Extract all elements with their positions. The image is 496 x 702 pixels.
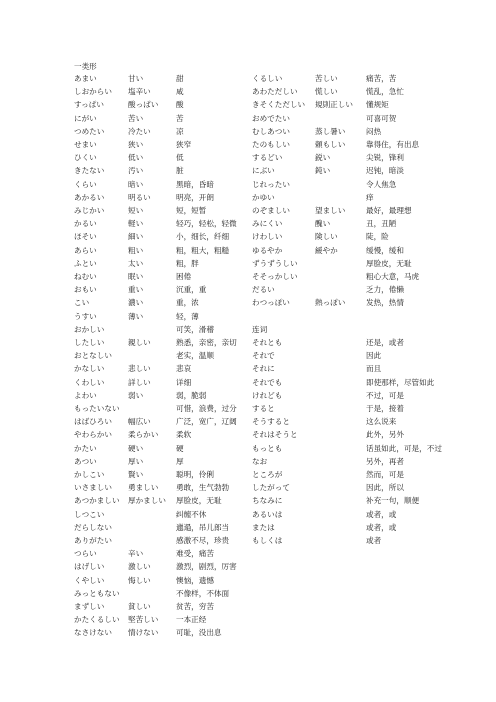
cell-meaning-2: 陡，险 bbox=[366, 232, 389, 242]
cell-kanji: 太い bbox=[128, 258, 144, 268]
cell-meaning: 狭窄 bbox=[176, 140, 192, 149]
cell-reading-2: もしくは bbox=[252, 536, 283, 545]
cell-reading-2: もっとも bbox=[252, 443, 283, 453]
cell-kanji-2: 険しい bbox=[315, 232, 338, 242]
cell-meaning-2: 此外，另外 bbox=[366, 430, 404, 440]
cell-reading: もったいない bbox=[74, 404, 120, 413]
cell-meaning: 苦 bbox=[176, 113, 184, 123]
cell-reading-2: かゆい bbox=[252, 192, 275, 202]
cell-reading-2: むしあつい bbox=[252, 126, 290, 136]
cell-kanji: 悔しい bbox=[128, 575, 151, 585]
cell-meaning: 不像样，不体面 bbox=[176, 588, 230, 598]
cell-reading: なさけない bbox=[74, 628, 112, 638]
cell-kanji: 狭い bbox=[128, 140, 144, 149]
cell-reading-2: あるいは bbox=[252, 509, 283, 519]
cell-reading-2: それで bbox=[252, 351, 275, 361]
table-row bbox=[0, 587, 496, 600]
cell-reading-2: わつっぽい bbox=[252, 298, 290, 308]
cell-meaning-2: 慌乱，急忙 bbox=[366, 87, 404, 97]
table-row bbox=[0, 310, 496, 323]
cell-kanji: 冷たい bbox=[128, 126, 151, 136]
cell-meaning-2: 尖锐，锋利 bbox=[366, 153, 404, 163]
cell-meaning-2: 迟钝，暗淡 bbox=[366, 166, 404, 176]
cell-meaning-2: 丑，丑陋 bbox=[366, 219, 397, 229]
cell-meaning: 厚 bbox=[176, 456, 184, 466]
cell-kanji: 明るい bbox=[128, 192, 151, 202]
table-row bbox=[0, 204, 496, 217]
cell-reading-2: おめでたい bbox=[252, 113, 290, 123]
cell-reading-2: または bbox=[252, 522, 275, 532]
table-row bbox=[0, 112, 496, 125]
table-row bbox=[0, 508, 496, 521]
cell-meaning: 激烈，剧烈，厉害 bbox=[176, 562, 237, 572]
cell-meaning-2: 令人焦急 bbox=[366, 179, 397, 189]
cell-kanji: 弱い bbox=[128, 390, 144, 400]
cell-kanji: 暗い bbox=[128, 179, 144, 189]
cell-kanji: 幅広い bbox=[128, 417, 151, 427]
table-row bbox=[0, 270, 496, 283]
cell-reading: かたい bbox=[74, 443, 97, 453]
table-row bbox=[0, 217, 496, 230]
table-row bbox=[0, 389, 496, 402]
cell-meaning-2: 发热，热情 bbox=[366, 298, 404, 308]
cell-reading: おかしい bbox=[74, 324, 105, 334]
cell-meaning-2: 话虽如此，可是，不过 bbox=[366, 443, 442, 453]
cell-kanji: 汚い bbox=[128, 166, 144, 176]
table-row bbox=[0, 349, 496, 362]
cell-reading-2: あわただしい bbox=[252, 87, 298, 97]
cell-meaning-2: 厚脸皮，无耻 bbox=[366, 258, 412, 268]
cell-meaning-2: 然而，可是 bbox=[366, 470, 404, 479]
cell-meaning: 粗，粗大，粗糙 bbox=[176, 245, 230, 255]
table-row bbox=[0, 376, 496, 389]
table-row bbox=[0, 428, 496, 441]
cell-kanji-2: 苦しい bbox=[315, 74, 338, 83]
cell-kanji-2: 望ましい bbox=[315, 206, 346, 215]
cell-kanji-2: 蒸し暑い bbox=[315, 126, 346, 136]
table-row bbox=[0, 455, 496, 468]
cell-meaning-2: 或者 bbox=[366, 536, 382, 545]
cell-reading-2: のぞましい bbox=[252, 206, 290, 215]
cell-meaning: 低 bbox=[176, 153, 184, 163]
cell-kanji: 細い bbox=[128, 232, 144, 242]
cell-meaning-2: 痒 bbox=[366, 192, 374, 202]
cell-meaning: 可耻，没出息 bbox=[176, 628, 222, 638]
cell-kanji-2: 慌しい bbox=[315, 87, 338, 97]
cell-kanji-2: 頼もしい bbox=[315, 140, 346, 149]
cell-meaning-2: 粗心大意，马虎 bbox=[366, 272, 420, 281]
cell-kanji: 濃い bbox=[128, 298, 144, 308]
cell-reading: くわしい bbox=[74, 377, 105, 387]
table-row bbox=[0, 72, 496, 85]
cell-meaning: 广泛，宽广，辽阔 bbox=[176, 417, 237, 427]
cell-kanji-2: 鋭い bbox=[315, 153, 331, 163]
table-row bbox=[0, 257, 496, 270]
cell-meaning-2: 因此，所以 bbox=[366, 483, 404, 493]
table-row bbox=[0, 244, 496, 257]
table-row bbox=[0, 164, 496, 177]
table-row bbox=[0, 402, 496, 415]
cell-reading-2: それに bbox=[252, 364, 275, 374]
cell-meaning: 脏 bbox=[176, 166, 184, 176]
table-row bbox=[0, 468, 496, 481]
cell-kanji: 詳しい bbox=[128, 377, 151, 387]
cell-meaning: 短，短暂 bbox=[176, 206, 207, 215]
cell-meaning-2: 可喜可贺 bbox=[366, 113, 397, 123]
table-row bbox=[0, 415, 496, 428]
cell-kanji-2: 鈍い bbox=[315, 166, 331, 176]
cell-kanji: 甘い bbox=[128, 74, 144, 83]
cell-kanji: 堅苦しい bbox=[128, 615, 159, 625]
cell-meaning-2: 而且 bbox=[366, 364, 382, 374]
cell-reading-2: たのもしい bbox=[252, 140, 290, 149]
cell-reading: つめたい bbox=[74, 126, 105, 136]
cell-meaning: 轻，薄 bbox=[176, 311, 199, 321]
table-row bbox=[0, 98, 496, 111]
cell-meaning-2: 懂规矩 bbox=[366, 100, 389, 110]
cell-reading: すっぱい bbox=[74, 100, 104, 110]
cell-reading-2: みにくい bbox=[252, 219, 283, 229]
cell-meaning: 重，浓 bbox=[176, 298, 199, 308]
table-row bbox=[0, 626, 496, 639]
cell-kanji: 薄い bbox=[128, 311, 144, 321]
cell-meaning: 悲哀 bbox=[176, 364, 192, 374]
cell-reading: かるい bbox=[74, 219, 97, 229]
cell-reading: みじかい bbox=[74, 206, 105, 215]
cell-meaning: 粗，胖 bbox=[176, 258, 199, 268]
cell-reading-2: けれども bbox=[252, 390, 283, 400]
cell-meaning-2: 痛苦，苦 bbox=[366, 74, 397, 83]
cell-kanji: 賢い bbox=[128, 470, 144, 479]
cell-reading-2: にぶい bbox=[252, 166, 275, 176]
cell-kanji: 苦い bbox=[128, 113, 144, 123]
cell-meaning: 弱，脆弱 bbox=[176, 390, 207, 400]
cell-reading-2: それはそうと bbox=[252, 430, 298, 440]
cell-meaning-2: 靠得住，有出息 bbox=[366, 140, 420, 149]
cell-reading-2: だるい bbox=[252, 285, 275, 295]
cell-reading: しつこい bbox=[74, 509, 105, 519]
cell-reading-2: くるしい bbox=[252, 74, 283, 83]
table-row bbox=[0, 178, 496, 191]
cell-reading-2: それとも bbox=[252, 338, 283, 347]
cell-reading: あらい bbox=[74, 245, 97, 255]
table-row bbox=[0, 442, 496, 455]
table-row bbox=[0, 296, 496, 309]
cell-reading: くらい bbox=[74, 179, 97, 189]
cell-reading: かしこい bbox=[74, 470, 105, 479]
cell-meaning: 老实，温顺 bbox=[176, 351, 214, 361]
cell-reading: せまい bbox=[74, 140, 97, 149]
cell-kanji: 眠い bbox=[128, 272, 144, 281]
cell-kanji: 軽い bbox=[128, 219, 144, 229]
cell-meaning: 熟悉，亲密，亲切 bbox=[176, 338, 237, 347]
cell-meaning: 轻巧，轻松，轻微 bbox=[176, 219, 237, 229]
cell-reading: こい bbox=[74, 298, 90, 308]
cell-meaning: 详细 bbox=[176, 377, 192, 387]
cell-reading: つらい bbox=[74, 549, 97, 559]
cell-meaning-2: 因此 bbox=[366, 351, 382, 361]
cell-meaning: 聪明，伶俐 bbox=[176, 470, 214, 479]
cell-meaning-2: 或者，或 bbox=[366, 509, 397, 519]
cell-reading-2: するどい bbox=[252, 153, 283, 163]
cell-meaning-2: 最好，最理想 bbox=[366, 206, 412, 215]
cell-meaning: 明亮，开朗 bbox=[176, 192, 214, 202]
cell-meaning: 可惜，浪费，过分 bbox=[176, 404, 237, 413]
cell-reading: よわい bbox=[74, 390, 97, 400]
cell-meaning-2: 不过，可是 bbox=[366, 390, 404, 400]
cell-meaning: 凉 bbox=[176, 126, 184, 136]
cell-meaning-2: 缓慢，缓和 bbox=[366, 245, 404, 255]
cell-meaning: 厚脸皮，无耻 bbox=[176, 496, 222, 506]
cell-reading: おもい bbox=[74, 285, 97, 295]
cell-meaning-2: 或者，或 bbox=[366, 522, 397, 532]
cell-reading-2: じれったい bbox=[252, 179, 290, 189]
cell-kanji: 低い bbox=[128, 153, 144, 163]
cell-reading: ひくい bbox=[74, 153, 97, 163]
table-row bbox=[0, 323, 496, 336]
cell-reading-2: そうすると bbox=[252, 417, 290, 427]
cell-reading-2: それでも bbox=[252, 377, 283, 387]
cell-meaning-2: 于是，接着 bbox=[366, 404, 404, 413]
cell-meaning: 邋遢，吊儿郎当 bbox=[176, 522, 230, 532]
cell-meaning: 柔软 bbox=[176, 430, 192, 440]
cell-reading: あまい bbox=[74, 74, 97, 83]
table-row bbox=[0, 85, 496, 98]
cell-reading: あかるい bbox=[74, 192, 105, 202]
cell-reading-2: そそっかしい bbox=[252, 272, 298, 281]
cell-kanji: 重い bbox=[128, 285, 144, 295]
cell-reading: ほそい bbox=[74, 232, 97, 242]
cell-reading: したしい bbox=[74, 338, 105, 347]
table-row bbox=[0, 125, 496, 138]
cell-kanji: 粗い bbox=[128, 245, 144, 255]
cell-reading-2: けわしい bbox=[252, 232, 283, 242]
cell-kanji: 貧しい bbox=[128, 602, 151, 611]
cell-reading: あつかましい bbox=[74, 496, 120, 506]
cell-meaning: 贫苦，穷苦 bbox=[176, 602, 214, 611]
cell-meaning-2: 另外，再者 bbox=[366, 456, 404, 466]
cell-reading-2: ちなみに bbox=[252, 496, 283, 506]
cell-meaning-2: 还是，或者 bbox=[366, 338, 404, 347]
cell-kanji-2: 緩やか bbox=[315, 245, 338, 255]
table-row bbox=[0, 600, 496, 613]
cell-reading: おとなしい bbox=[74, 351, 112, 361]
table-row bbox=[0, 283, 496, 296]
cell-kanji: 柔らかい bbox=[128, 430, 159, 440]
cell-meaning: 黑暗，昏暗 bbox=[176, 179, 214, 189]
cell-reading: ねむい bbox=[74, 272, 97, 281]
cell-reading: うすい bbox=[74, 311, 97, 321]
cell-reading-2: ずうずうしい bbox=[252, 258, 298, 268]
cell-kanji-2: 規則正しい bbox=[315, 100, 353, 110]
cell-kanji: 短い bbox=[128, 206, 144, 215]
table-row bbox=[0, 547, 496, 560]
cell-meaning: 沉重，重 bbox=[176, 285, 207, 295]
cell-meaning-2: 即使那样，尽管如此 bbox=[366, 377, 435, 387]
table-row bbox=[0, 534, 496, 547]
cell-reading-2: すると bbox=[252, 404, 275, 413]
cell-meaning: 懊恼，遗憾 bbox=[176, 575, 214, 585]
cell-meaning: 困倦 bbox=[176, 272, 192, 281]
table-row bbox=[0, 151, 496, 164]
cell-reading-2: きそくただしい bbox=[252, 100, 306, 110]
cell-kanji: 硬い bbox=[128, 443, 144, 453]
table-row bbox=[0, 230, 496, 243]
table-row bbox=[0, 362, 496, 375]
cell-meaning: 难受，痛苦 bbox=[176, 549, 214, 559]
cell-reading: きたない bbox=[74, 166, 105, 176]
cell-reading: にがい bbox=[74, 113, 97, 123]
cell-kanji-2: 醜い bbox=[315, 219, 331, 229]
cell-reading-2: ゆるやか bbox=[252, 245, 283, 255]
cell-meaning-2: 补充一句，顺便 bbox=[366, 496, 420, 506]
section-title: 一类形 bbox=[74, 62, 97, 71]
cell-kanji-2: 熱っぽい bbox=[315, 298, 346, 308]
cell-meaning-2: 乏力，倦懒 bbox=[366, 285, 404, 295]
cell-reading: ふとい bbox=[74, 258, 97, 268]
table-row bbox=[0, 336, 496, 349]
cell-kanji: 悲しい bbox=[128, 364, 151, 374]
cell-meaning: 感激不尽，珍贵 bbox=[176, 536, 230, 545]
cell-reading: やわらかい bbox=[74, 430, 112, 440]
cell-meaning-2: 闷热 bbox=[366, 126, 382, 136]
cell-meaning: 一本正经 bbox=[176, 615, 207, 625]
cell-reading-2: したがって bbox=[252, 483, 290, 493]
cell-kanji: 親しい bbox=[128, 338, 151, 347]
cell-kanji: 厚かましい bbox=[128, 496, 166, 506]
cell-kanji: 情けない bbox=[128, 628, 159, 638]
cell-meaning: 小，细长，纤细 bbox=[176, 232, 230, 242]
table-row bbox=[0, 191, 496, 204]
table-row bbox=[0, 574, 496, 587]
cell-reading: はばひろい bbox=[74, 417, 112, 427]
cell-reading: かたくるしい bbox=[74, 615, 120, 625]
cell-meaning: 硬 bbox=[176, 443, 184, 453]
cell-reading: だらしない bbox=[74, 522, 112, 532]
cell-kanji: 厚い bbox=[128, 456, 144, 466]
table-row bbox=[0, 521, 496, 534]
cell-kanji: 塩辛い bbox=[128, 87, 151, 97]
cell-meaning: 可笑，滑稽 bbox=[176, 324, 214, 334]
cell-kanji: 酸っぱい bbox=[128, 100, 159, 110]
cell-reading: ありがたい bbox=[74, 536, 112, 545]
cell-kanji: 辛い bbox=[128, 549, 144, 559]
cell-reading-2: ところが bbox=[252, 470, 283, 479]
cell-reading-2: 连词 bbox=[252, 324, 268, 334]
cell-reading: かなしい bbox=[74, 364, 105, 374]
cell-meaning: 纠缠不休 bbox=[176, 509, 207, 519]
cell-reading: あつい bbox=[74, 456, 97, 466]
cell-reading: くやしい bbox=[74, 575, 105, 585]
cell-reading: いさましい bbox=[74, 483, 112, 493]
table-row bbox=[0, 481, 496, 494]
cell-reading: みっともない bbox=[74, 588, 120, 598]
cell-meaning-2: 这么说来 bbox=[366, 417, 397, 427]
cell-meaning: 勇敢，生气勃勃 bbox=[176, 483, 230, 493]
cell-reading: はげしい bbox=[74, 562, 105, 572]
table-row bbox=[0, 613, 496, 626]
cell-reading-2: なお bbox=[252, 456, 268, 466]
cell-meaning: 酸 bbox=[176, 100, 184, 110]
cell-meaning: 甜 bbox=[176, 74, 184, 83]
table-row bbox=[0, 138, 496, 151]
table-row bbox=[0, 560, 496, 573]
table-row bbox=[0, 494, 496, 507]
cell-reading: しおからい bbox=[74, 87, 112, 97]
cell-reading: まずしい bbox=[74, 602, 105, 611]
cell-kanji: 勇ましい bbox=[128, 483, 159, 493]
cell-meaning: 咸 bbox=[176, 87, 184, 97]
cell-kanji: 激しい bbox=[128, 562, 151, 572]
